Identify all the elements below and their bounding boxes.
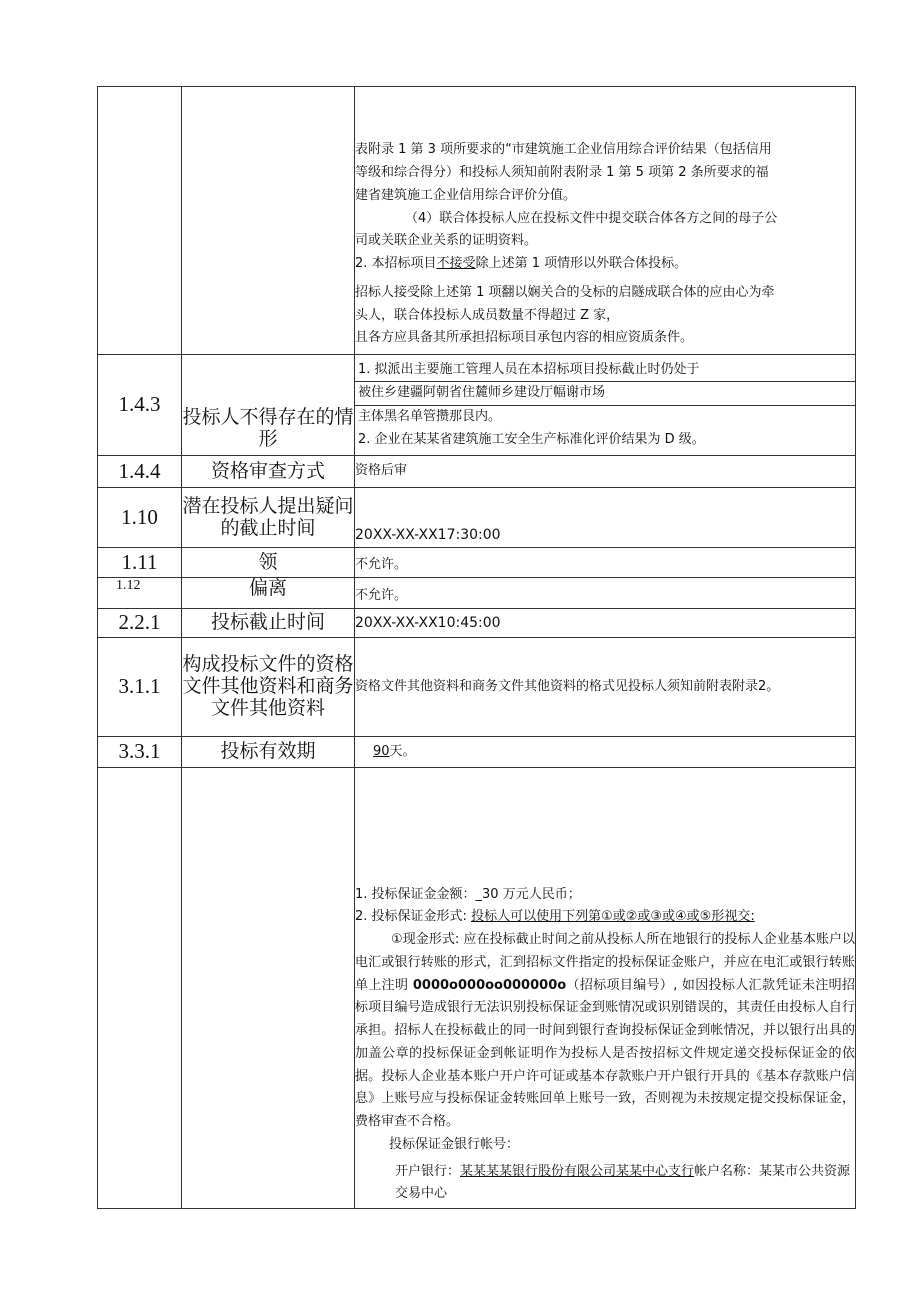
row-number: 2.2.1 xyxy=(98,609,182,638)
row-content-cell xyxy=(355,768,856,1209)
project-code: 0000o000oo000000o xyxy=(412,977,567,993)
content-line: 2. 企业在某某省建筑施工安全生产标准化评价结果为 D 级。 xyxy=(358,431,705,447)
bank-line: 开户银行：某某某某银行股份有限公司某某中心支行帐户名称：某某市公共资源交易中心 xyxy=(395,1163,851,1202)
row-label: 偏离 xyxy=(182,578,355,609)
content-line: 1. 拟派出主要施工管理人员在本招标项目投标截止时仍处于 xyxy=(355,359,855,383)
row-content-cell xyxy=(355,737,856,768)
table-row xyxy=(98,737,856,768)
table-row xyxy=(98,488,856,548)
row-content: 不允许。 xyxy=(355,548,856,578)
content-line: 司或关联企业关系的证明资料。 xyxy=(355,233,538,249)
row-number-cell xyxy=(98,87,182,355)
validity-days: 90 xyxy=(373,743,390,759)
row-label: 投标有效期 xyxy=(182,737,355,768)
row-content-cell xyxy=(355,87,856,355)
row-number-cell xyxy=(98,768,182,1209)
content-line: 招标人接受除上述第 1 项翻以娴关合的殳标的启隧成联合体的应由心为牵 xyxy=(355,284,775,300)
row-number: 1.12 xyxy=(98,578,182,609)
row-content: 20XX-XX-XX10:45:00 xyxy=(355,609,856,638)
table-row xyxy=(98,768,856,1209)
row-label: 领 xyxy=(182,548,355,578)
row-content: 资格后审 xyxy=(355,456,856,488)
table-row xyxy=(98,638,856,737)
table-row xyxy=(98,609,856,638)
content-line: 1. 投标保证金金额：_30 万元人民币； xyxy=(355,886,581,902)
tender-info-table xyxy=(97,86,856,1209)
validity-unit: 天。 xyxy=(389,743,416,759)
content-line: 2. 投标保证金形式: 投标人可以使用下列第①或②或③或④或⑤形视交: xyxy=(355,909,755,925)
row-label-cell xyxy=(182,87,355,355)
content-line: 主体黑名单管攒那艮内。 xyxy=(358,409,502,424)
underlined-text: 投标人可以使用下列第①或②或③或④或⑤形视交: xyxy=(471,909,755,925)
row-number: 1.4.4 xyxy=(98,456,182,488)
row-content: 20XX-XX-XX17:30:00 xyxy=(355,488,856,548)
row-label: 潜在投标人提出疑问的截止时间 xyxy=(182,488,355,548)
content-line: 2. 本招标项目不接受除上述第 1 项情形以外联合体投标。 xyxy=(355,256,688,271)
content-line: 被住乡建疆阿朝省住麓师乡建设厅幅谢市场 xyxy=(355,382,855,406)
table-row xyxy=(98,456,856,488)
underlined-text: 某某某某银行股份有限公司某某中心支行 xyxy=(460,1163,695,1179)
table-row xyxy=(98,578,856,609)
content-line: 且各方应具备其所承担招标项目承包内容的相应资质条件。 xyxy=(355,330,694,346)
content-line: 表附录 1 第 3 项所要求的“市建筑施工企业信用综合评价结果（包括信用 xyxy=(355,142,772,158)
row-label: 构成投标文件的资格文件其他资料和商务文件其他资料 xyxy=(182,638,355,737)
content-line: 头人，联合体投标人成员数量不得超过 Z 家， xyxy=(355,307,620,323)
row-number: 1.4.3 xyxy=(98,355,182,456)
row-number: 1.10 xyxy=(98,488,182,548)
row-label: 投标截止时间 xyxy=(182,609,355,638)
row-content: 不允许。 xyxy=(355,578,856,609)
content-line: 等级和综合得分）和投标人须知前附表附录 1 第 5 项第 2 条所要求的福 xyxy=(355,165,769,180)
table-row xyxy=(98,355,856,456)
content-line: 建省建筑施工企业信用综合评价分值。 xyxy=(355,187,577,203)
content-line: 投标保证金银行帐号： xyxy=(389,1136,520,1152)
row-label: 资格审查方式 xyxy=(182,456,355,488)
row-content: 资格文件其他资料和商务文件其他资料的格式见投标人须知前附表附录2。 xyxy=(355,638,856,737)
content-line: （4）联合体投标人应在投标文件中提交联合体各方之间的母子公 xyxy=(405,210,778,226)
deposit-paragraph: ①现金形式: 应在投标截止时间之前从投标人所在地银行的投标人企业基本账户以电汇或银行转账的形式，汇到招标文件指定的投标保证金账户，并应在电汇或银行转账单上注明 0000o000oo000000o（招标项目编号）, 如因投标人汇款凭证未注明招标项目编号造成银行无法识别投标保证金到账情况或识别错误的，其责任由投标人自行承担。招标人在投标截止的同一时间到银行查询投标保证金到帐情况，并以银行出具的加盖公章的投标保证金到帐证明作为投标人是否按招标文件规定递交投标保证金的依据。投标人企业基本账户开户许可证或基本存款账户开户银行开具的《基本存款账户信息》上账号应与投标保证金转账回单上账号一致，否则视为未按规定提交投标保证金，费格审查不合格。 xyxy=(355,932,856,1129)
table-row xyxy=(98,548,856,578)
underlined-text: 不接受 xyxy=(436,256,476,271)
table-row xyxy=(98,87,856,355)
row-label: 投标人不得存在的情形 xyxy=(182,355,355,456)
row-number: 3.3.1 xyxy=(98,737,182,768)
row-content-cell xyxy=(355,355,856,456)
row-label-cell xyxy=(182,768,355,1209)
row-number: 1.11 xyxy=(98,548,182,578)
row-number: 3.1.1 xyxy=(98,638,182,737)
